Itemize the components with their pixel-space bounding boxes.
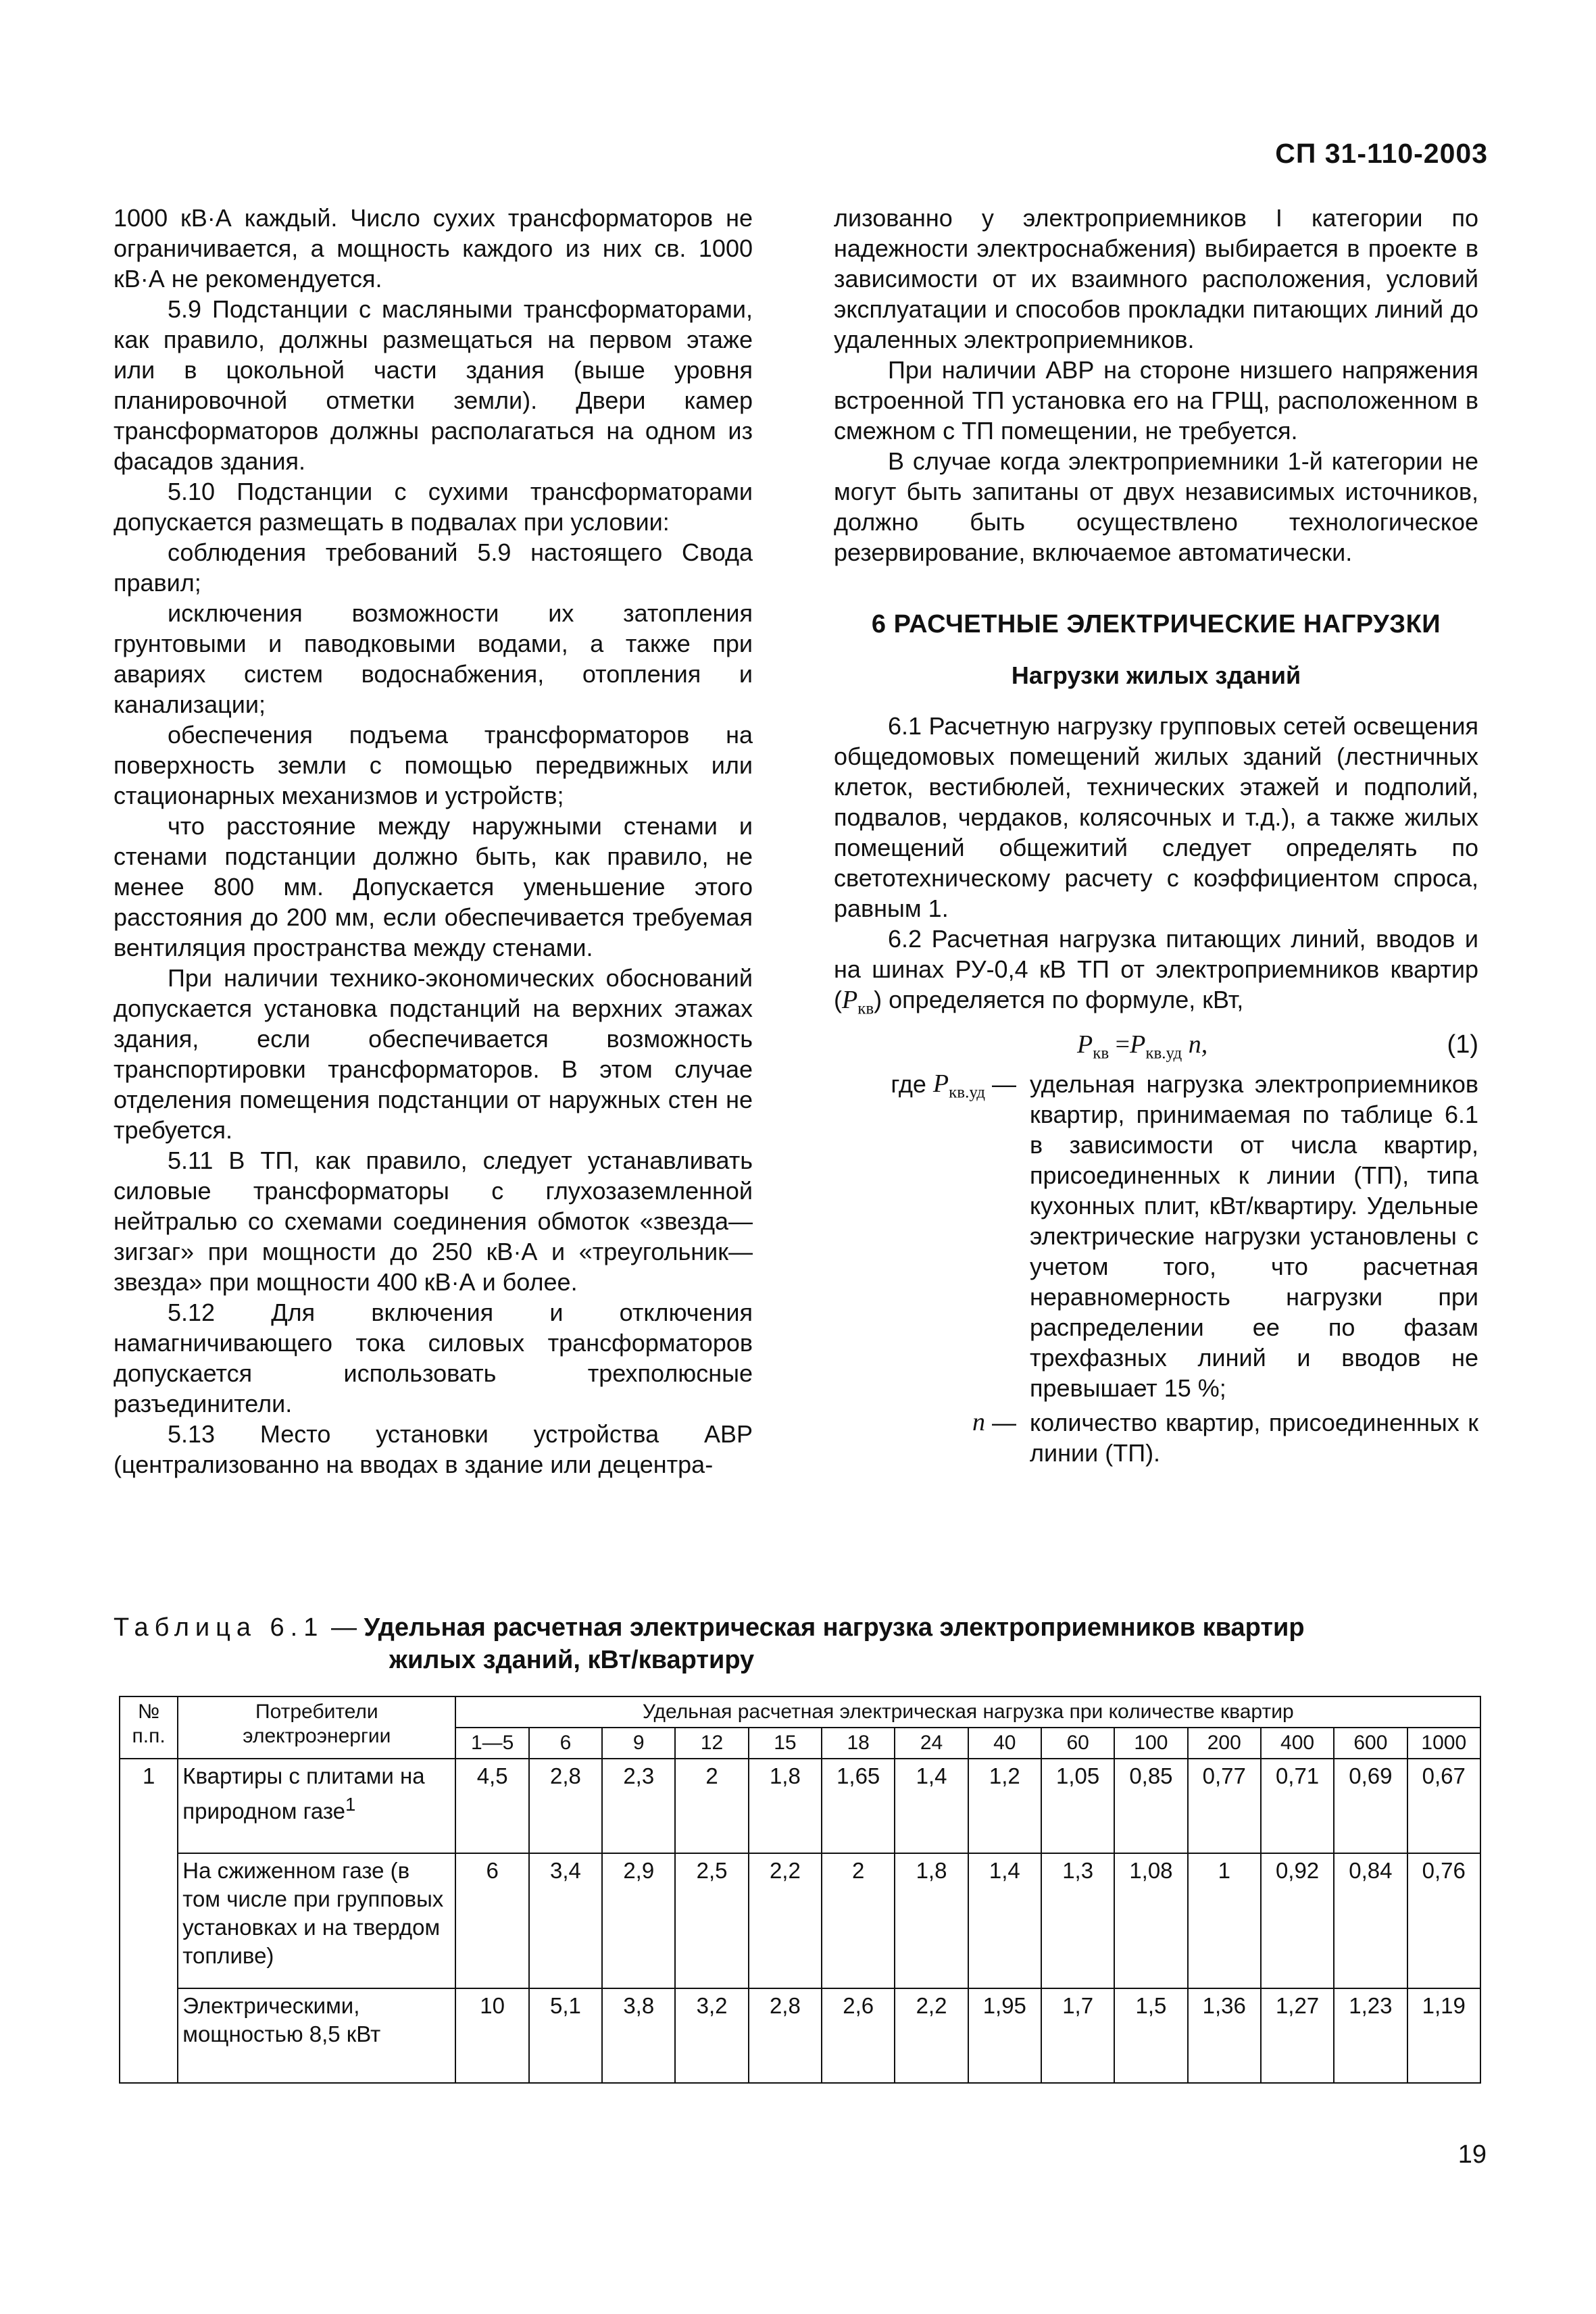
header-count: 24 bbox=[895, 1728, 968, 1759]
load-value-cell: 1,27 bbox=[1261, 1988, 1334, 2083]
header-count: 600 bbox=[1334, 1728, 1407, 1759]
header-number: № п.п. bbox=[120, 1696, 178, 1759]
paragraph: 5.11 В ТП, как правило, следует устанавливать силовые трансформаторы с глухозаземленной нейтралью со схемами соединения обмоток «звезда—зигзаг» при мощности до 250 кВ·А и «треугольник—звезда» при мощности 400 кВ·А и более. bbox=[114, 1147, 753, 1296]
load-value-cell: 3,8 bbox=[602, 1988, 675, 2083]
paragraph: лизованно у электроприемников I категории по надежности электроснабжения) выбирается в проекте в зависимости от их взаимного расположения, условий эксплуатации и способов прокладки питающих линий до удаленных электроприемников. bbox=[834, 204, 1478, 353]
load-value-cell: 0,71 bbox=[1261, 1759, 1334, 1853]
header-count: 9 bbox=[602, 1728, 675, 1759]
paragraph-6-1: 6.1 Расчетную нагрузку групповых сетей освещения общедомовых помещений жилых зданий (лестничных клеток, вестибюлей, технических этажей и подполий, подвалов, чердаков, колясочных и т.д.), а также жилых помещений общежитий следует определять по светотехническому расчету с коэффициентом спроса, равным 1. bbox=[834, 712, 1478, 922]
paragraph: При наличии АВР на стороне низшего напряжения встроенной ТП установка его на ГРЩ, расположенном в смежном с ТП помещении, не требуется. bbox=[834, 356, 1478, 445]
load-value-cell: 1,95 bbox=[968, 1988, 1041, 2083]
load-value-cell: 6 bbox=[455, 1853, 528, 1988]
load-value-cell: 1,2 bbox=[968, 1759, 1041, 1853]
load-value-cell: 1,3 bbox=[1041, 1853, 1114, 1988]
load-value-cell: 2,2 bbox=[895, 1988, 968, 2083]
header-count: 400 bbox=[1261, 1728, 1334, 1759]
where-item-n bbox=[834, 1407, 1478, 1468]
table-caption: Таблица 6.1 — Удельная расчетная электрическая нагрузка электроприемников квартир жилых зданий, кВт/квартиру bbox=[114, 1611, 1485, 1676]
table-row bbox=[120, 1759, 1480, 1853]
header-count: 60 bbox=[1041, 1728, 1114, 1759]
table-title: Удельная расчетная электрическая нагрузка электроприемников квартир bbox=[364, 1613, 1305, 1642]
paragraph: исключения возможности их затопления грунтовыми и паводковыми водами, а также при авариях систем водоснабжения, отопления и канализации; bbox=[114, 599, 753, 718]
load-value-cell: 0,85 bbox=[1114, 1759, 1187, 1853]
header-count: 100 bbox=[1114, 1728, 1187, 1759]
table-title-line2: жилых зданий, кВт/квартиру bbox=[389, 1646, 755, 1674]
load-value-cell: 3,2 bbox=[675, 1988, 748, 2083]
formula-number: (1) bbox=[1447, 1030, 1478, 1059]
load-value-cell: 1,4 bbox=[968, 1853, 1041, 1988]
load-value-cell: 2,5 bbox=[675, 1853, 748, 1988]
consumer-name: На сжиженном газе (в том числе при групповых установках и на твердом топливе) bbox=[178, 1853, 455, 1988]
load-value-cell: 0,77 bbox=[1188, 1759, 1261, 1853]
header-count: 12 bbox=[675, 1728, 748, 1759]
header-group: Удельная расчетная электрическая нагрузка при количестве квартир bbox=[455, 1696, 1480, 1728]
header-count: 6 bbox=[529, 1728, 602, 1759]
header-count: 1—5 bbox=[455, 1728, 528, 1759]
paragraph: При наличии технико-экономических обоснований допускается установка подстанций на верхних этажах здания, если обеспечивается возможность транспортировки трансформаторов. В этом случае отделения помещения подстанции от наружных стен не требуется. bbox=[114, 964, 753, 1144]
load-value-cell: 0,84 bbox=[1334, 1853, 1407, 1988]
load-value-cell: 1,05 bbox=[1041, 1759, 1114, 1853]
consumer-name: Электрическими, мощностью 8,5 кВт bbox=[178, 1988, 455, 2083]
paragraph-6-2 bbox=[834, 924, 1478, 1024]
right-column-top bbox=[834, 203, 1478, 568]
page-number: 19 bbox=[1457, 2140, 1487, 2169]
data-table bbox=[119, 1696, 1481, 2084]
load-value-cell: 0,69 bbox=[1334, 1759, 1407, 1853]
load-value-cell: 1,23 bbox=[1334, 1988, 1407, 2083]
subsection-title: Нагрузки жилых зданий bbox=[1011, 661, 1301, 689]
paragraph: 5.10 Подстанции с сухими трансформаторами допускается размещать в подвалах при условии: bbox=[114, 478, 753, 536]
where-item-p-kv-ud bbox=[834, 1069, 1478, 1403]
load-value-cell: 4,5 bbox=[455, 1759, 528, 1853]
table-row bbox=[120, 1988, 1480, 2083]
load-value-cell: 0,92 bbox=[1261, 1853, 1334, 1988]
header-count: 1000 bbox=[1407, 1728, 1480, 1759]
load-value-cell: 2,2 bbox=[749, 1853, 822, 1988]
load-value-cell: 2,6 bbox=[822, 1988, 895, 2083]
load-value-cell: 0,76 bbox=[1407, 1853, 1480, 1988]
load-value-cell: 2,3 bbox=[602, 1759, 675, 1853]
where-definition: количество квартир, присоединенных к линии (ТП). bbox=[1030, 1408, 1478, 1467]
paragraph: 5.9 Подстанции с масляными трансформаторами, как правило, должны размещаться на первом этаже или в цокольной части здания (выше уровня планировочной отметки земли). Двери камер трансформаторов должны располагаться на одном из фасадов здания. bbox=[114, 295, 753, 475]
load-value-cell: 10 bbox=[455, 1988, 528, 2083]
right-column bbox=[834, 203, 1478, 1468]
load-value-cell: 0,67 bbox=[1407, 1759, 1480, 1853]
load-value-cell: 1,4 bbox=[895, 1759, 968, 1853]
p62-text-pre: 6.2 Расчетная нагрузка питающих линий, вводов и на шинах РУ-0,4 кВ ТП от электроприемников квартир ( bbox=[834, 925, 1478, 1013]
paragraph: В случае когда электроприемники 1-й категории не могут быть запитаны от двух независимых источников, должно быть осуществлено технологическое резервирование, включаемое автоматически. bbox=[834, 447, 1478, 566]
load-value-cell: 5,1 bbox=[529, 1988, 602, 2083]
paragraph: что расстояние между наружными стенами и стенами подстанции должно быть, как правило, не менее 800 мм. Допускается уменьшение этого расстояния до 200 мм, если обеспечивается требуемая вентиляция пространства между стенами. bbox=[114, 812, 753, 961]
load-value-cell: 2 bbox=[675, 1759, 748, 1853]
section-title: 6 РАСЧЕТНЫЕ ЭЛЕКТРИЧЕСКИЕ НАГРУЗКИ bbox=[871, 610, 1441, 638]
load-value-cell: 1,08 bbox=[1114, 1853, 1187, 1988]
load-value-cell: 1,8 bbox=[749, 1759, 822, 1853]
load-value-cell: 2,8 bbox=[749, 1988, 822, 2083]
paragraph: соблюдения требований 5.9 настоящего Свода правил; bbox=[114, 538, 753, 597]
load-value-cell: 2,8 bbox=[529, 1759, 602, 1853]
load-value-cell: 3,4 bbox=[529, 1853, 602, 1988]
left-column bbox=[114, 203, 753, 1480]
formula-1 bbox=[834, 1024, 1478, 1065]
paragraph: 5.13 Место установки устройства АВР (централизованно на вводах в здание или децентра- bbox=[114, 1420, 753, 1478]
p62-text-post: ) определяется по формуле, кВт, bbox=[874, 986, 1244, 1013]
where-label: n — bbox=[972, 1407, 1016, 1436]
row-number: 1 bbox=[120, 1759, 178, 2083]
load-value-cell: 1,19 bbox=[1407, 1988, 1480, 2083]
paragraph: 5.12 Для включения и отключения намагничивающего тока силовых трансформаторов допускается использовать трехполюсные разъединители. bbox=[114, 1299, 753, 1417]
header-count: 200 bbox=[1188, 1728, 1261, 1759]
header-consumers: Потребители электроэнергии bbox=[178, 1696, 455, 1759]
load-value-cell: 1 bbox=[1188, 1853, 1261, 1988]
where-definition: удельная нагрузка электроприемников квартир, принимаемая по таблице 6.1 в зависимости от числа квартир, присоединенных к линии (ТП), типа кухонных плит, кВт/квартиру. Удельные электрические нагрузки установлены с учетом того, что расчетная неравномерность нагрузки при распределении ее по фазам трехфазных линий и вводов не превышает 15 %; bbox=[1030, 1070, 1478, 1402]
formula-expression: $P_{кв} =P_{кв.уд}$ n, bbox=[1077, 1030, 1208, 1063]
consumer-name: Квартиры с плитами на природном газе$^1$ bbox=[178, 1759, 455, 1853]
load-value-cell: 2 bbox=[822, 1853, 895, 1988]
load-value-cell: 1,36 bbox=[1188, 1988, 1261, 2083]
paragraph: 1000 кВ·А каждый. Число сухих трансформаторов не ограничивается, а мощность каждого из них св. 1000 кВ·А не рекомендуется. bbox=[114, 204, 753, 293]
load-value-cell: 1,7 bbox=[1041, 1988, 1114, 2083]
where-label: где $P_{кв.уд}$ — bbox=[891, 1069, 1016, 1102]
load-value-cell: 1,8 bbox=[895, 1853, 968, 1988]
table-row bbox=[120, 1853, 1480, 1988]
load-value-cell: 2,9 bbox=[602, 1853, 675, 1988]
footnote-mark: 1 bbox=[345, 1794, 356, 1815]
header-count: 18 bbox=[822, 1728, 895, 1759]
load-value-cell: 1,65 bbox=[822, 1759, 895, 1853]
table-label: Таблица 6.1 bbox=[114, 1613, 324, 1642]
header-count: 40 bbox=[968, 1728, 1041, 1759]
p62-variable: $P_{кв}$ bbox=[842, 986, 874, 1018]
document-code: СП 31-110-2003 bbox=[1275, 138, 1488, 169]
paragraph: обеспечения подъема трансформаторов на поверхность земли с помощью передвижных или стационарных механизмов и устройств; bbox=[114, 721, 753, 809]
load-value-cell: 1,5 bbox=[1114, 1988, 1187, 2083]
header-count: 15 bbox=[749, 1728, 822, 1759]
